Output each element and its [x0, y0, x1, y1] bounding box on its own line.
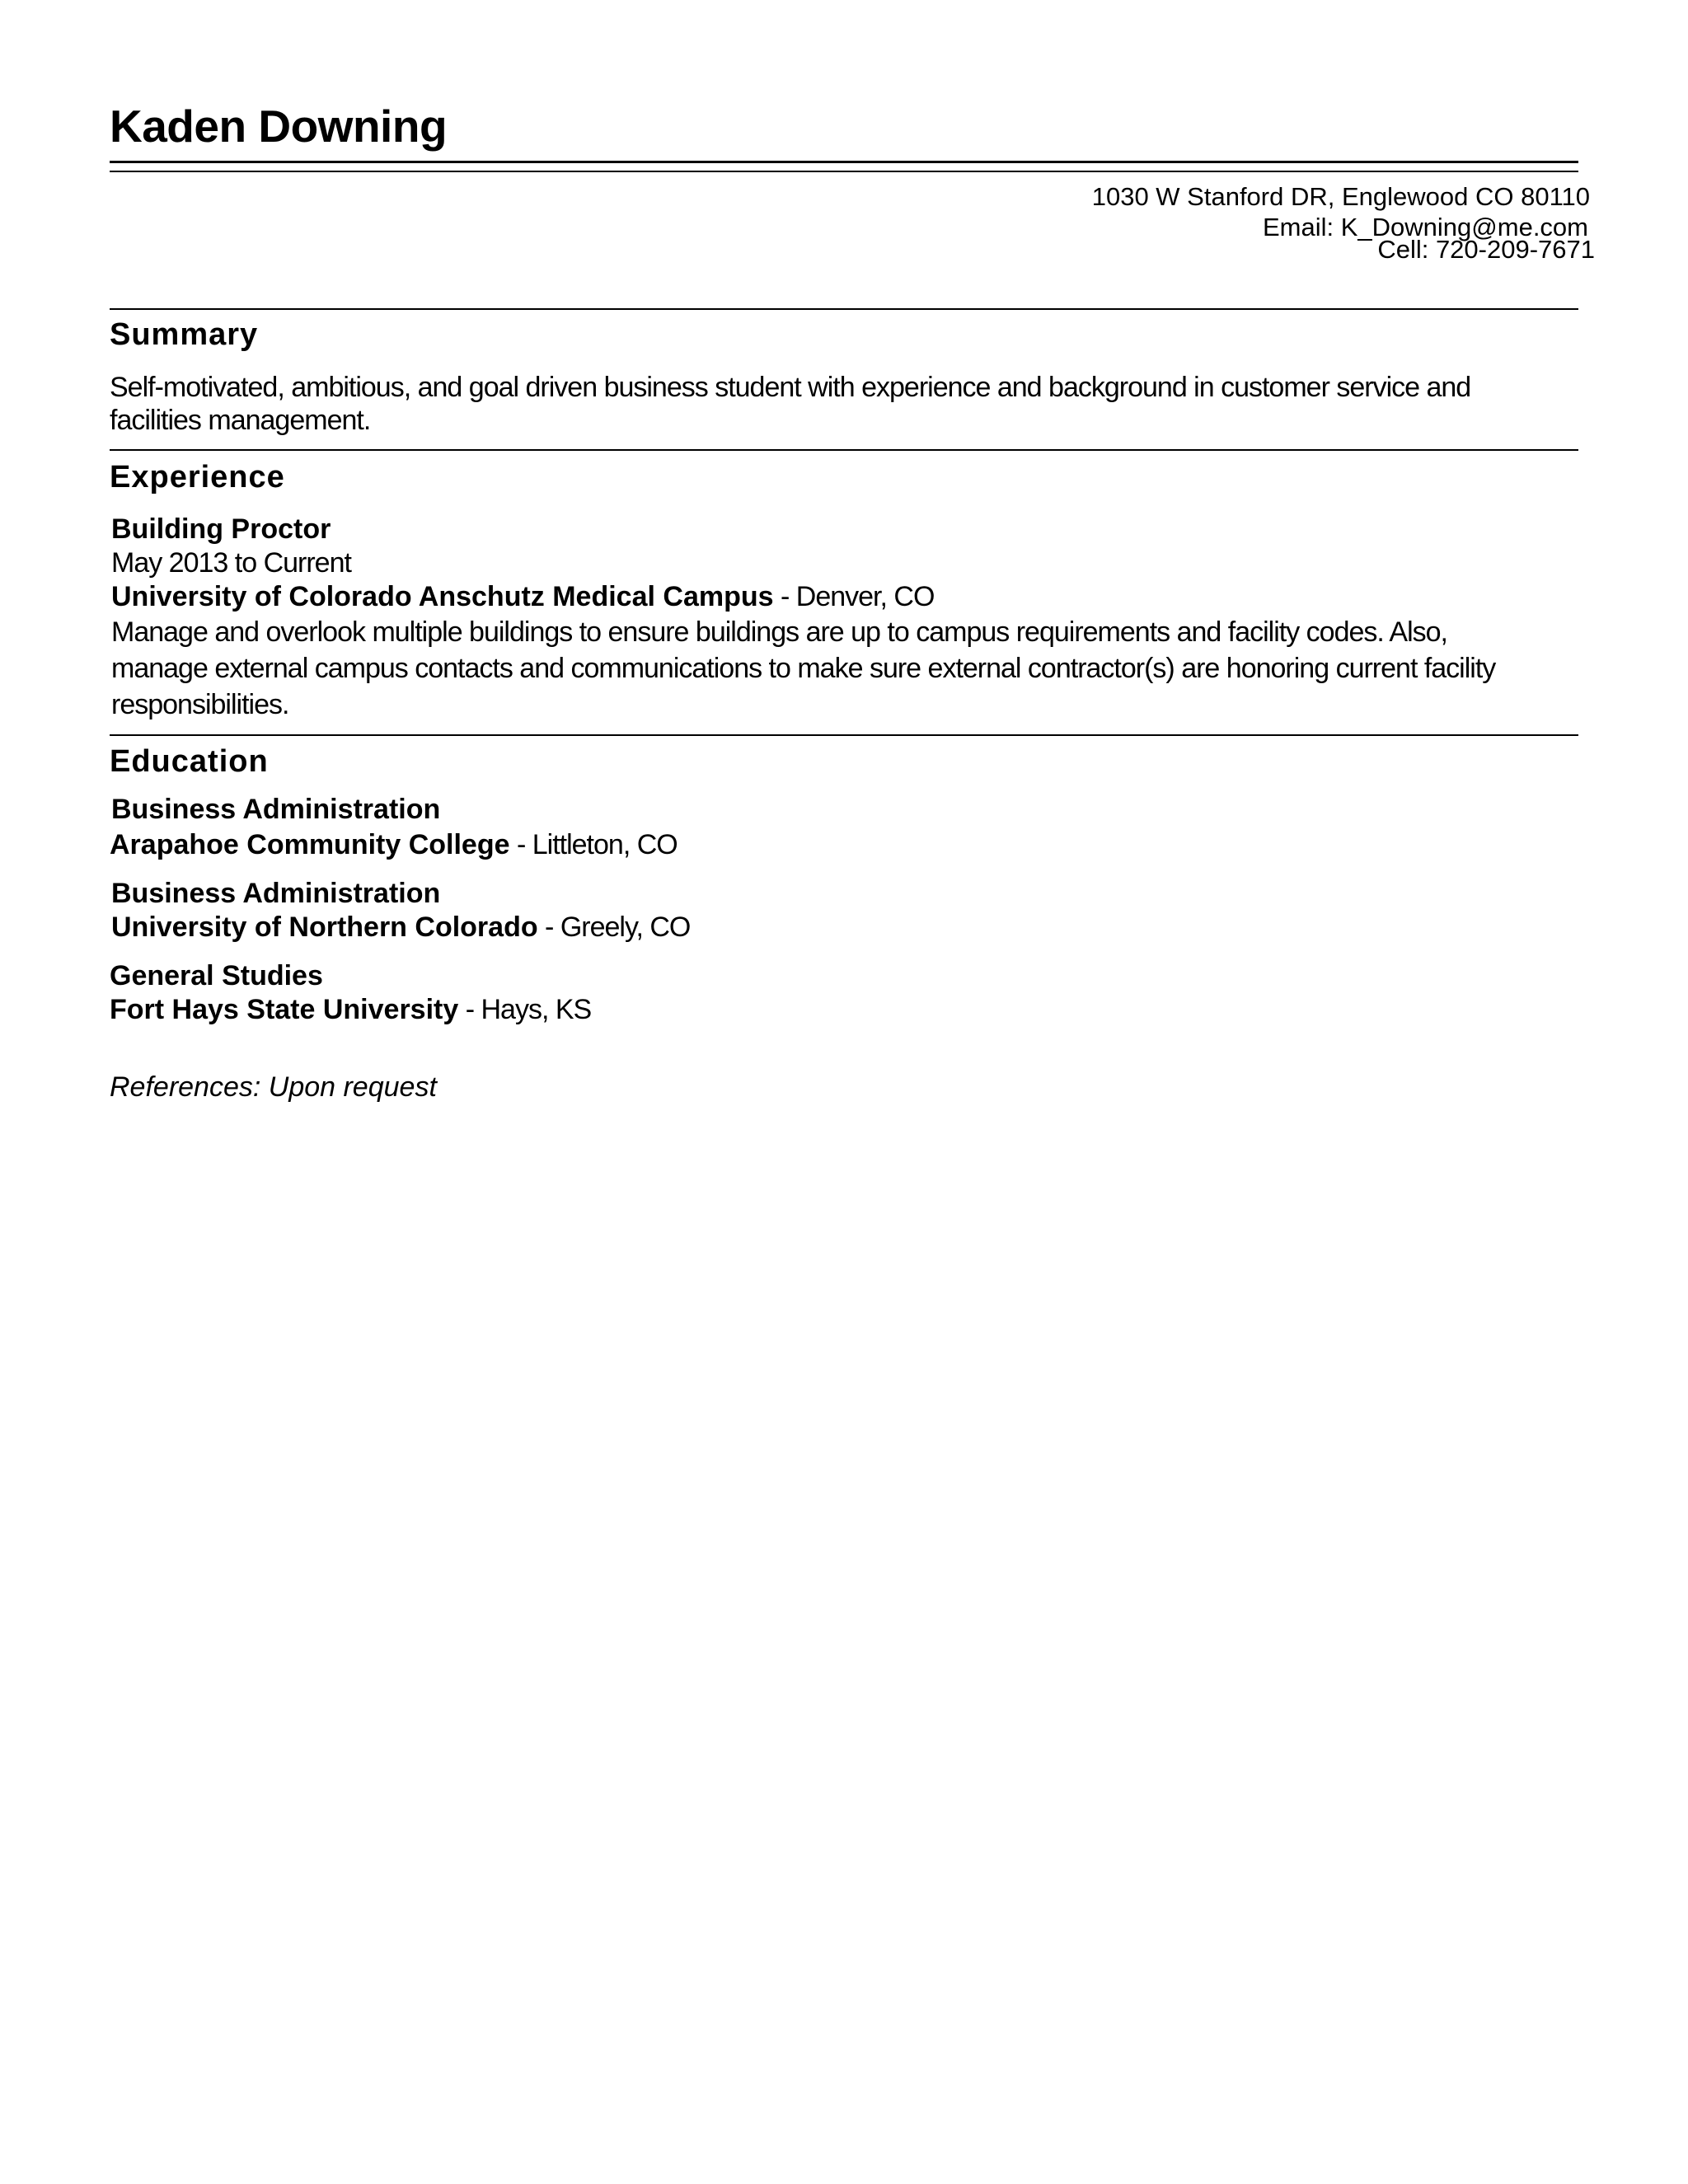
education-degree: Business Administration [111, 794, 441, 825]
education-location: Greely, CO [560, 912, 691, 943]
education-school: University of Northern Colorado [111, 912, 538, 943]
summary-divider [110, 308, 1578, 310]
education-school-line [111, 911, 690, 944]
references-note: References: Upon request [110, 1071, 437, 1103]
address: 1030 W Stanford DR, Englewood CO 80110 [1091, 182, 1590, 211]
email: Email: K_Downing@me.com [1263, 213, 1588, 241]
contact-block [1091, 181, 1595, 265]
resume-page [110, 0, 1595, 2184]
header-divider-bottom [110, 171, 1578, 172]
summary-heading: Summary [110, 317, 259, 352]
education-school-line [110, 993, 591, 1027]
job-description-line: responsibilities. [111, 689, 289, 720]
education-location: Hays, KS [481, 994, 592, 1025]
education-separator: - [458, 994, 481, 1025]
job-description [111, 614, 1580, 723]
experience-heading: Experience [110, 460, 285, 494]
education-degree: General Studies [110, 960, 323, 991]
education-school: Arapahoe Community College [110, 829, 510, 860]
summary-line: facilities management. [110, 405, 371, 436]
education-degree: Business Administration [111, 878, 441, 909]
cell-phone: Cell: 720-209-7671 [1377, 235, 1595, 264]
job-description-line: Manage and overlook multiple buildings to ensure buildings are up to campus requirements and facility codes. Also, [111, 616, 1447, 648]
education-location: Littleton, CO [532, 829, 678, 860]
summary-line: Self-motivated, ambitious, and goal driven business student with experience and background in customer service and [110, 372, 1471, 403]
header-divider-top [110, 161, 1578, 163]
job-dates: May 2013 to Current [111, 547, 351, 579]
job-employer-line [111, 580, 934, 614]
education-divider [110, 734, 1578, 736]
education-separator: - [509, 829, 532, 860]
job-title: Building Proctor [111, 513, 331, 545]
candidate-name: Kaden Downing [110, 101, 448, 152]
education-heading: Education [110, 744, 269, 779]
education-school-line [110, 828, 678, 862]
job-description-line: manage external campus contacts and communications to make sure external contractor(s) are honoring current facility [111, 653, 1496, 684]
job-separator: - [773, 581, 796, 612]
experience-divider [110, 449, 1578, 451]
job-location: Denver, CO [795, 581, 935, 612]
summary-text [110, 371, 1578, 437]
education-school: Fort Hays State University [110, 994, 459, 1025]
education-separator: - [537, 912, 560, 943]
job-employer: University of Colorado Anschutz Medical Campus [111, 581, 774, 612]
